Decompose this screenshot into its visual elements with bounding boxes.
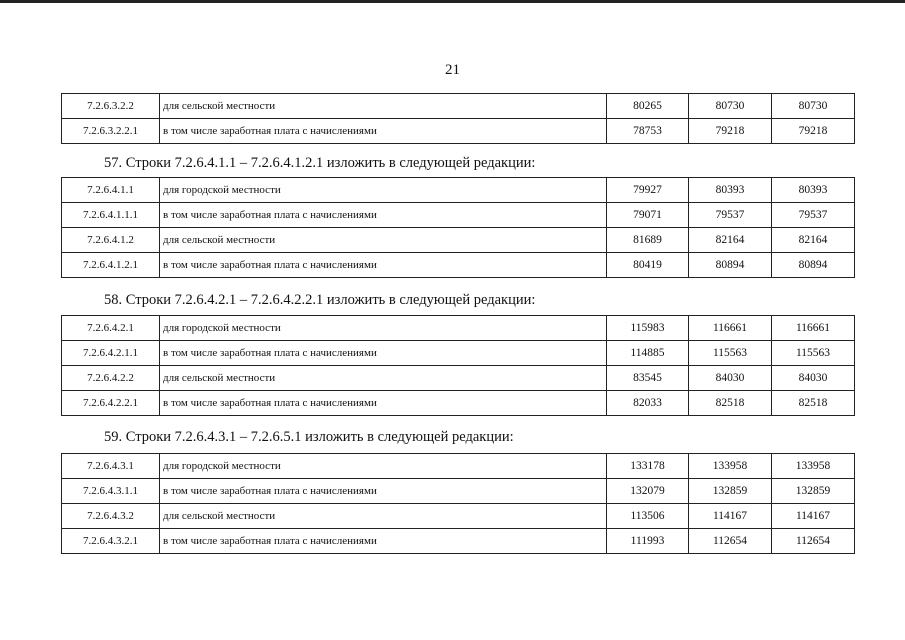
table-row — [62, 341, 855, 366]
section-caption-59: 59. Строки 7.2.6.4.3.1 – 7.2.6.5.1 изложить в следующей редакции: — [104, 429, 514, 445]
row-value-3: 116661 — [772, 316, 855, 341]
table-continuation — [61, 93, 855, 144]
table-section-58 — [61, 315, 855, 416]
row-code: 7.2.6.4.3.2.1 — [62, 529, 160, 554]
table-row — [62, 366, 855, 391]
table-section-57 — [61, 177, 855, 278]
row-code: 7.2.6.4.2.2.1 — [62, 391, 160, 416]
table-row — [62, 316, 855, 341]
row-value-2: 133958 — [689, 454, 772, 479]
row-value-3: 82164 — [772, 228, 855, 253]
row-value-1: 111993 — [607, 529, 689, 554]
table-row — [62, 228, 855, 253]
row-value-3: 133958 — [772, 454, 855, 479]
row-description: для городской местности — [160, 454, 607, 479]
row-value-2: 80730 — [689, 94, 772, 119]
row-value-1: 78753 — [607, 119, 689, 144]
table-row — [62, 479, 855, 504]
row-code: 7.2.6.4.1.1.1 — [62, 203, 160, 228]
row-value-2: 79537 — [689, 203, 772, 228]
top-border-line — [0, 0, 905, 3]
row-value-1: 133178 — [607, 454, 689, 479]
table-row — [62, 454, 855, 479]
row-code: 7.2.6.4.3.1 — [62, 454, 160, 479]
row-code: 7.2.6.4.2.1.1 — [62, 341, 160, 366]
table-row — [62, 504, 855, 529]
table-row — [62, 391, 855, 416]
table-row — [62, 203, 855, 228]
row-description: в том числе заработная плата с начислениями — [160, 391, 607, 416]
row-value-1: 80265 — [607, 94, 689, 119]
row-description: в том числе заработная плата с начислениями — [160, 203, 607, 228]
row-description: в том числе заработная плата с начислениями — [160, 253, 607, 278]
row-value-1: 114885 — [607, 341, 689, 366]
row-value-2: 79218 — [689, 119, 772, 144]
row-code: 7.2.6.4.1.1 — [62, 178, 160, 203]
row-value-2: 82164 — [689, 228, 772, 253]
table-section-59 — [61, 453, 855, 554]
table-row — [62, 178, 855, 203]
row-value-2: 80894 — [689, 253, 772, 278]
row-code: 7.2.6.4.1.2.1 — [62, 253, 160, 278]
row-code: 7.2.6.3.2.2.1 — [62, 119, 160, 144]
row-value-3: 115563 — [772, 341, 855, 366]
row-description: для сельской местности — [160, 366, 607, 391]
row-value-1: 83545 — [607, 366, 689, 391]
row-value-1: 113506 — [607, 504, 689, 529]
row-value-1: 80419 — [607, 253, 689, 278]
section-caption-57: 57. Строки 7.2.6.4.1.1 – 7.2.6.4.1.2.1 изложить в следующей редакции: — [104, 155, 536, 171]
row-value-2: 115563 — [689, 341, 772, 366]
row-value-1: 115983 — [607, 316, 689, 341]
row-description: в том числе заработная плата с начислениями — [160, 479, 607, 504]
row-value-1: 82033 — [607, 391, 689, 416]
row-value-2: 132859 — [689, 479, 772, 504]
row-value-3: 132859 — [772, 479, 855, 504]
row-description: в том числе заработная плата с начислениями — [160, 529, 607, 554]
row-value-2: 114167 — [689, 504, 772, 529]
row-description: в том числе заработная плата с начислениями — [160, 119, 607, 144]
row-description: для сельской местности — [160, 228, 607, 253]
table-row — [62, 529, 855, 554]
row-value-1: 79071 — [607, 203, 689, 228]
table-row — [62, 119, 855, 144]
row-value-2: 116661 — [689, 316, 772, 341]
table-row — [62, 94, 855, 119]
row-value-3: 79537 — [772, 203, 855, 228]
row-value-3: 84030 — [772, 366, 855, 391]
row-description: для сельской местности — [160, 94, 607, 119]
table-row — [62, 253, 855, 278]
row-code: 7.2.6.4.3.1.1 — [62, 479, 160, 504]
page-number: 21 — [445, 62, 460, 78]
row-description: для сельской местности — [160, 504, 607, 529]
row-value-1: 79927 — [607, 178, 689, 203]
row-description: для городской местности — [160, 178, 607, 203]
row-value-1: 132079 — [607, 479, 689, 504]
row-value-3: 80393 — [772, 178, 855, 203]
row-code: 7.2.6.3.2.2 — [62, 94, 160, 119]
row-code: 7.2.6.4.2.1 — [62, 316, 160, 341]
row-code: 7.2.6.4.1.2 — [62, 228, 160, 253]
row-value-1: 81689 — [607, 228, 689, 253]
row-value-3: 79218 — [772, 119, 855, 144]
row-value-3: 80894 — [772, 253, 855, 278]
row-value-3: 114167 — [772, 504, 855, 529]
row-description: в том числе заработная плата с начислениями — [160, 341, 607, 366]
row-value-3: 112654 — [772, 529, 855, 554]
row-value-2: 84030 — [689, 366, 772, 391]
row-description: для городской местности — [160, 316, 607, 341]
row-value-2: 112654 — [689, 529, 772, 554]
section-caption-58: 58. Строки 7.2.6.4.2.1 – 7.2.6.4.2.2.1 изложить в следующей редакции: — [104, 292, 536, 308]
row-value-2: 80393 — [689, 178, 772, 203]
row-value-3: 82518 — [772, 391, 855, 416]
row-code: 7.2.6.4.2.2 — [62, 366, 160, 391]
row-value-3: 80730 — [772, 94, 855, 119]
row-code: 7.2.6.4.3.2 — [62, 504, 160, 529]
row-value-2: 82518 — [689, 391, 772, 416]
